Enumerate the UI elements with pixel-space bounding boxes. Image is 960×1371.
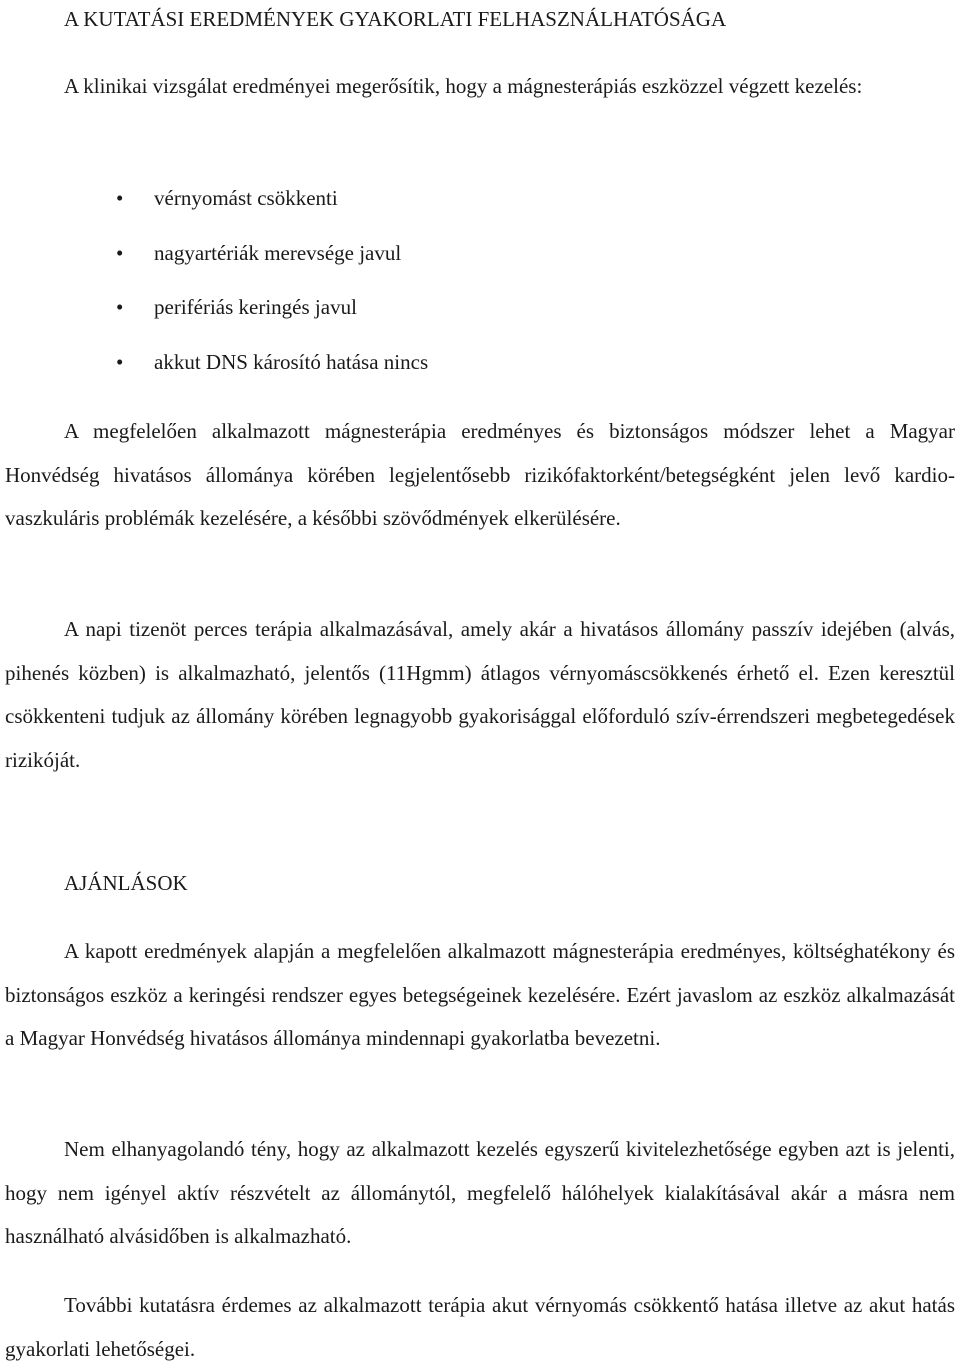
list-item-text: vérnyomást csökkenti (154, 186, 338, 210)
bullet-icon: • (116, 186, 124, 210)
intro-paragraph: A klinikai vizsgálat eredményei megerősítik, hogy a mágnesterápiás eszközzel végzett kezelés: (64, 74, 863, 98)
body-paragraph-further-research: További kutatásra érdemes az alkalmazott terápia akut vérnyomás csökkentő hatása illetve az akut hatás gyakorlati lehetőségei. (5, 1293, 955, 1361)
list-item-text: akkut DNS károsító hatása nincs (154, 349, 429, 374)
bullet-icon: • (116, 295, 124, 319)
body-paragraph-recommendation: A kapott eredmények alapján a megfelelően alkalmazott mágnesterápia eredményes, költséghatékony és biztonságos eszköz a keringési rendszer egyes betegségeinek kezelésére. Ezért javaslom az eszköz alkalmazását a Magyar Honvédség hivatásos állománya mindennapi gyakorlatba bevezetni. (5, 939, 955, 1050)
bullet-icon: • (116, 240, 124, 265)
body-paragraph-simplicity: Nem elhanyagolandó tény, hogy az alkalmazott kezelés egyszerű kivitelezhetősége egyben azt is jelenti, hogy nem igényel aktív részvételt az állománytól, megfelelő hálóhelyek kialakításával akár a másra nem használható alvásidőben is alkalmazható. (5, 1137, 955, 1248)
bullet-icon: • (116, 349, 124, 374)
section-title-results: A KUTATÁSI EREDMÉNYEK GYAKORLATI FELHASZNÁLHATÓSÁGA (64, 7, 727, 31)
list-item-text: perifériás keringés javul (154, 295, 357, 319)
body-paragraph-magnetotherapy: A megfelelően alkalmazott mágnesterápia eredményes és biztonságos módszer lehet a Magyar Honvédség hivatásos állománya körében legjelentősebb rizikófaktorként/betegségként jelen levő kardio-vaszkuláris problémák kezelésére, a későbbi szövődmények elkerülésére. (5, 419, 955, 530)
section-title-recommendations: AJÁNLÁSOK (64, 871, 188, 895)
body-paragraph-daily-therapy: A napi tizenöt perces terápia alkalmazásával, amely akár a hivatásos állomány passzív idejében (alvás, pihenés közben) is alkalmazható, jelentős (11Hgmm) átlagos vérnyomáscsökkenés érhető el. Ezen keresztül csökkenteni tudjuk az állomány körében legnagyobb gyakorisággal előforduló szív-érrendszeri megbetegedések rizikóját. (5, 617, 955, 772)
list-item-text: nagyartériák merevsége javul (154, 240, 402, 265)
